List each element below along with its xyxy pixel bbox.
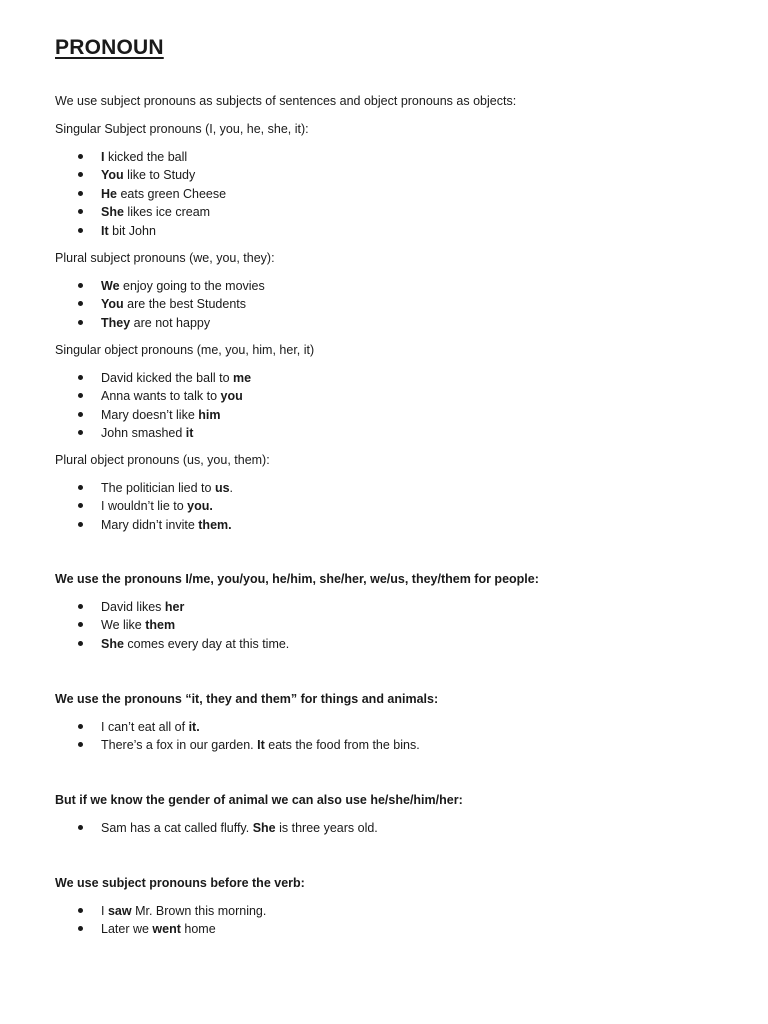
bullet-icon — [78, 641, 83, 646]
section-heading-animal-gender: But if we know the gender of animal we can also use he/she/him/her: — [55, 793, 463, 807]
bullet-icon — [78, 485, 83, 490]
section-heading-things-animals: We use the pronouns “it, they and them” for things and animals: — [55, 692, 439, 706]
bullet-icon — [78, 908, 83, 913]
bullet-icon — [78, 191, 83, 196]
bullet-icon — [78, 209, 83, 214]
bullet-icon — [78, 926, 83, 931]
bullet-icon — [78, 622, 83, 627]
bullet-icon — [78, 412, 83, 417]
bullet-icon — [78, 430, 83, 435]
bullet-icon — [78, 375, 83, 380]
bullet-icon — [78, 228, 83, 233]
bullet-icon — [78, 172, 83, 177]
section-heading-before-verb: We use subject pronouns before the verb: — [55, 876, 305, 890]
bullet-icon — [78, 825, 83, 830]
bullet-icon — [78, 393, 83, 398]
bullet-icon — [78, 154, 83, 159]
section-heading-plural-subject: Plural subject pronouns (we, you, they): — [55, 251, 275, 265]
section-heading-people: We use the pronouns I/me, you/you, he/him, she/her, we/us, they/them for people: — [55, 572, 539, 586]
section-heading-plural-object: Plural object pronouns (us, you, them): — [55, 453, 270, 467]
section-heading-singular-subject: Singular Subject pronouns (I, you, he, she, it): — [55, 122, 309, 136]
section-heading-singular-object: Singular object pronouns (me, you, him, her, it) — [55, 343, 315, 357]
bullet-icon — [78, 503, 83, 508]
bullet-icon — [78, 604, 83, 609]
bullet-icon — [78, 283, 83, 288]
document-page: PRONOUN We use subject pronouns as subjects of sentences and object pronouns as objects: Singular Subject pronouns (I, you, he, she, it): I kicked the ball You like to Study He eats green Cheese She likes ice cream It bit John Plural subject pronouns (we, you, they): We enjoy going to the movies You are the best Students They are not happy Singular object pronouns (me, you, him, her, it) David kicked the ball to me Anna wants to talk to you Mary doesn’t like him John smashed it Plural object pronouns (us, you, them): The politician lied to us. I wouldn’t lie to you. Mary didn’t invite them. We use the pronouns I/me, you/you, he/him, she/her, we/us, they/them for people: David likes her We like them She comes every day at this time. We use the pronouns “it, they and them” for things and animals: I can’t eat all of it. There’s a fox in our garden. It eats the food from the bins. But if we know the gender of animal we can also use he/she/him/her: Sam has a cat called fluffy. She is three years old. We use subject pronouns before the verb: I saw Mr. Brown this morning. Later we went home — [55, 36, 539, 937]
bullet-icon — [78, 320, 83, 325]
bullet-icon — [78, 724, 83, 729]
bullet-icon — [78, 301, 83, 306]
intro-paragraph: We use subject pronouns as subjects of sentences and object pronouns as objects: — [55, 94, 517, 108]
bullet-icon — [78, 522, 83, 527]
page-title: PRONOUN — [55, 36, 164, 59]
bullet-icon — [78, 742, 83, 747]
